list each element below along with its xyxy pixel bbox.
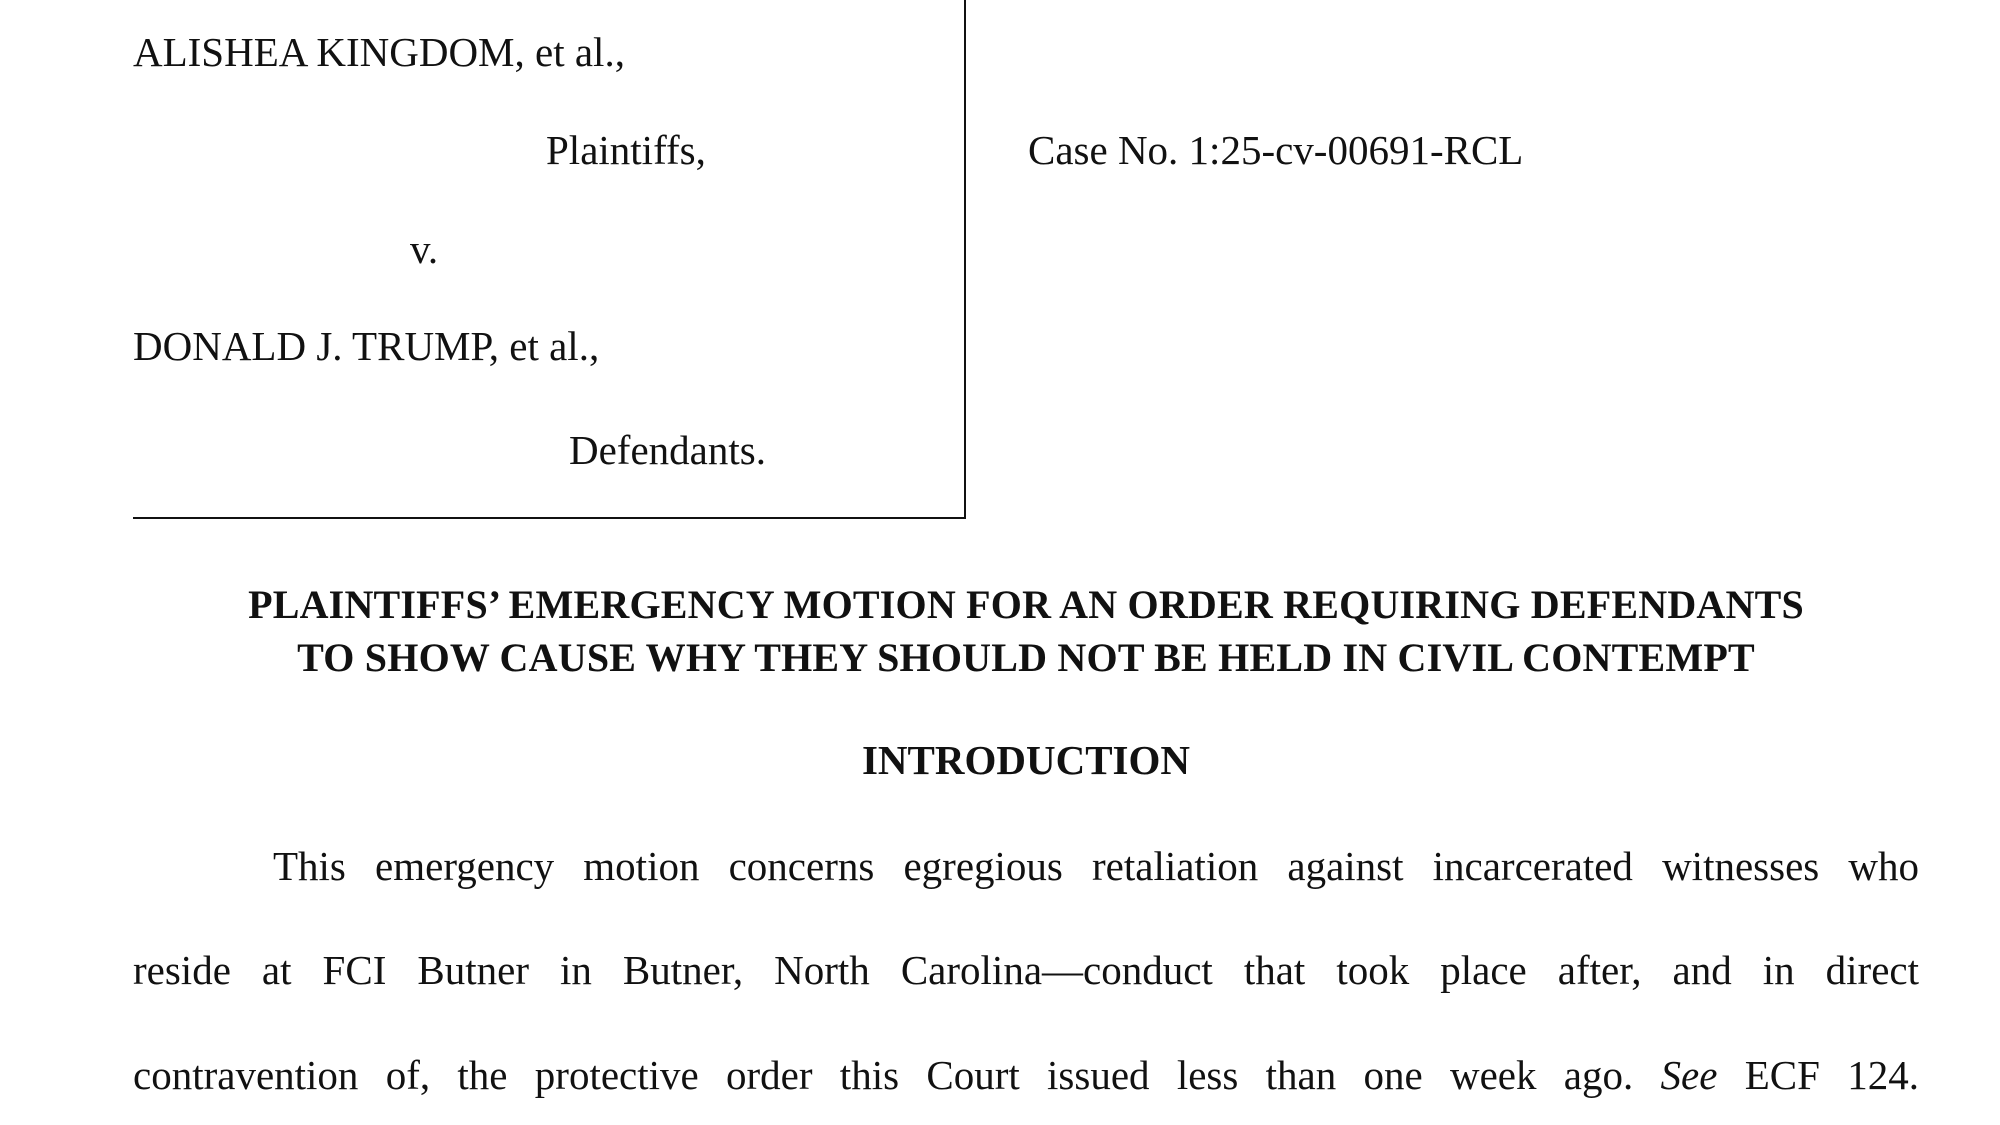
case-caption-box <box>133 0 966 519</box>
motion-title-line-1: PLAINTIFFS’ EMERGENCY MOTION FOR AN ORDER REQUIRING DEFENDANTS <box>248 582 1804 627</box>
body-line-3-prefix: contravention of, the protective order this Court issued less than one week ago. <box>133 1052 1661 1098</box>
defendant-name: DONALD J. TRUMP, et al., <box>133 323 600 369</box>
versus-label: v. <box>410 226 439 272</box>
citation-reference: ECF 124. <box>1717 1052 1919 1098</box>
defendants-label: Defendants. <box>569 427 766 473</box>
plaintiffs-label: Plaintiffs, <box>546 127 706 173</box>
body-paragraph-line-1: This emergency motion concerns egregious retaliation against incarcerated witnesses who <box>273 843 1919 889</box>
plaintiff-name: ALISHEA KINGDOM, et al., <box>133 29 625 75</box>
citation-signal: See <box>1660 1052 1718 1098</box>
body-paragraph-line-2: reside at FCI Butner in Butner, North Carolina—conduct that took place after, and in direct <box>133 947 1919 993</box>
body-paragraph-line-3 <box>133 1051 1919 1099</box>
motion-title <box>133 578 1919 684</box>
case-number: Case No. 1:25-cv-00691-RCL <box>1028 127 1524 173</box>
motion-title-line-2: TO SHOW CAUSE WHY THEY SHOULD NOT BE HELD IN CIVIL CONTEMPT <box>297 635 1755 680</box>
introduction-heading: INTRODUCTION <box>861 737 1191 783</box>
